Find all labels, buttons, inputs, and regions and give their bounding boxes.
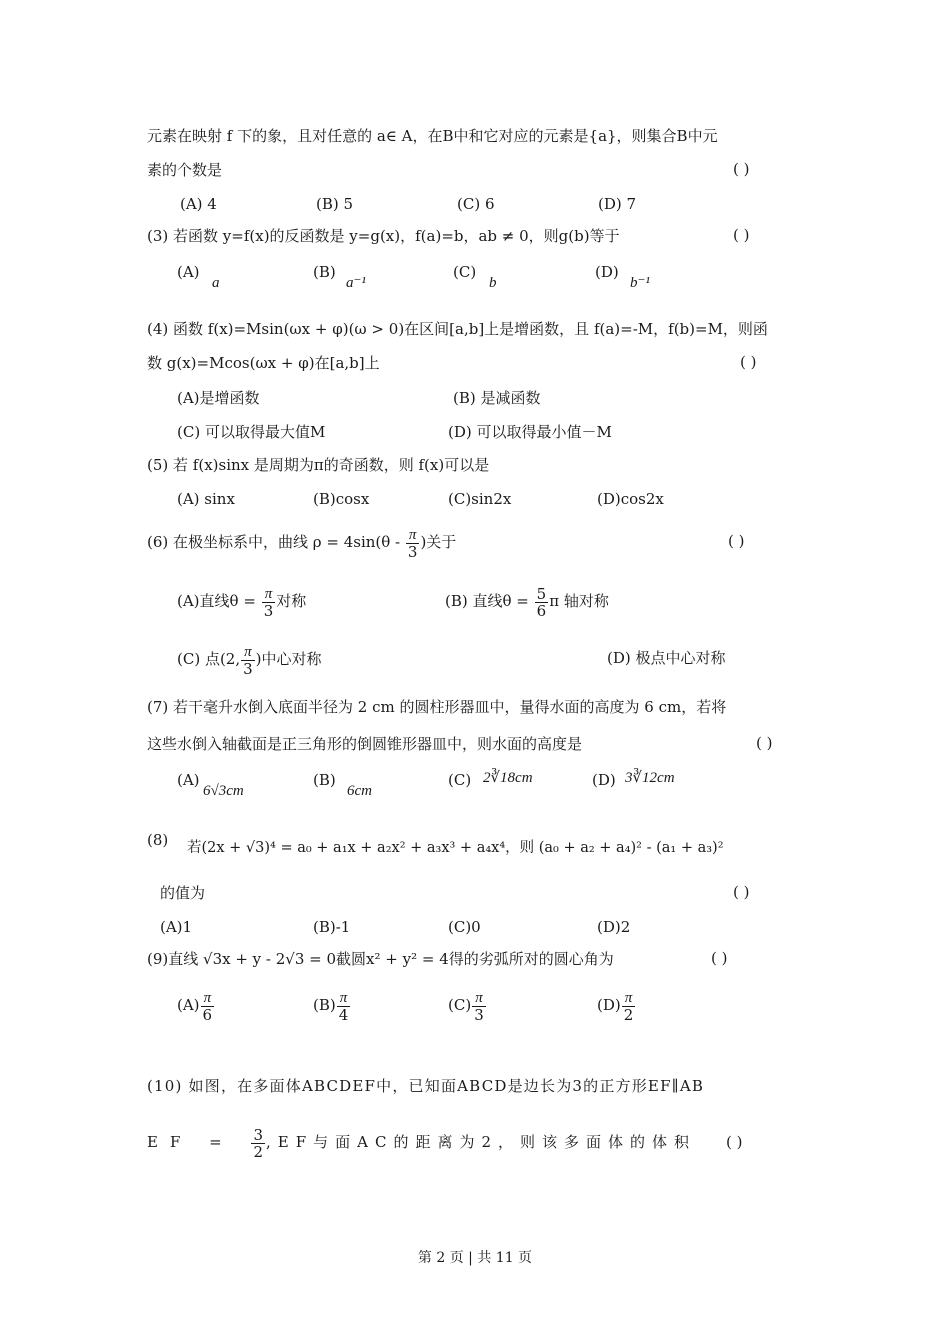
q9-option-a-label: (A) [177, 996, 200, 1014]
q6-option-c-den: 3 [243, 659, 253, 678]
q8-option-b: (B)-1 [313, 918, 351, 936]
q6-option-c-pre: (C) 点(2, [177, 650, 241, 668]
q6-option-c-post: )中心对称 [255, 650, 322, 668]
q7-option-c-label: (C) [448, 771, 472, 789]
q9-option-d-den: 2 [623, 1005, 634, 1024]
q7-option-d-label: (D) [592, 771, 616, 789]
q4-option-b: (B) 是减函数 [453, 389, 541, 407]
q6-option-a-den: 3 [263, 601, 274, 620]
q4-line2: 数 g(x)=Mcos(ωx + φ)在[a,b]上 [147, 354, 380, 372]
q10-line2-post: ,EF与面AC的距离为2，则该多面体的体积 [266, 1133, 696, 1151]
page-footer: 第 2 页 | 共 11 页 [417, 1250, 533, 1266]
q7-option-a-label: (A) [177, 771, 200, 789]
q6-option-a-num: π [262, 586, 276, 603]
q2-option-a: (A) 4 [180, 195, 217, 213]
q8-option-c: (C)0 [448, 918, 481, 936]
q8-stem: 若(2x + √3)⁴ = a₀ + a₁x + a₂x² + a₃x³ + a₄x⁴，则 (a₀ + a₂ + a₄)² - (a₁ + a₃)² [187, 840, 724, 856]
q9-option-c-fraction [472, 990, 486, 1023]
q8-option-a: (A)1 [160, 918, 193, 936]
q6-option-c [177, 641, 322, 677]
q2-answer-blank: ( ) [733, 160, 750, 178]
q6-option-b [445, 583, 609, 619]
q9-stem: (9)直线 √3x + y - 2√3 = 0截圆x² + y² = 4得的劣弧所对的圆心角为 [147, 950, 614, 968]
q5-option-a: (A) sinx [177, 490, 235, 508]
q9-option-d-num: π [622, 990, 636, 1007]
q6-option-b-den: 6 [536, 601, 547, 620]
q6-stem-pre: (6) 在极坐标系中，曲线 ρ = 4sin(θ - [147, 533, 405, 551]
q10-line2-den: 2 [253, 1142, 264, 1161]
q9-option-c-num: π [472, 990, 486, 1007]
q6-option-b-pre: (B) 直线θ = [445, 592, 534, 610]
q7-line2: 这些水倒入轴截面是正三角形的倒圆锥形器皿中，则水面的高度是 [147, 735, 583, 753]
q2-option-c: (C) 6 [457, 195, 495, 213]
q2-option-d: (D) 7 [598, 195, 637, 213]
q6-stem-fraction [406, 527, 420, 560]
q9-option-b-label: (B) [313, 996, 336, 1014]
q2-option-b: (B) 5 [316, 195, 354, 213]
q4-option-d: (D) 可以取得最小值－M [448, 423, 612, 441]
q3-option-d-label: (D) [595, 263, 619, 281]
q8-answer-blank: ( ) [733, 883, 750, 901]
q3-option-b-label: (B) [313, 263, 336, 281]
q6-stem [147, 524, 456, 560]
q9-option-b-den: 4 [338, 1005, 349, 1024]
q2-line1: 元素在映射 f 下的象，且对任意的 a∈ A，在B中和它对应的元素是{a}，则集合B中元 [147, 127, 718, 145]
q9-option-d [597, 987, 636, 1023]
q10-line2-num: 3 [253, 1125, 264, 1144]
q9-option-a-fraction [201, 990, 215, 1023]
q3-option-b-expr: a⁻¹ [346, 275, 366, 291]
q9-option-b-fraction [337, 990, 351, 1023]
q6-stem-post: )关于 [420, 533, 457, 551]
q9-answer-blank: ( ) [711, 949, 728, 967]
q6-option-c-fraction [241, 644, 255, 677]
q8-line2: 的值为 [160, 884, 206, 902]
q6-option-b-num: 5 [536, 584, 547, 603]
q9-option-d-fraction [622, 990, 636, 1023]
q9-option-c-label: (C) [448, 996, 472, 1014]
q3-option-a-expr: a [212, 275, 220, 291]
q3-option-d-expr: b⁻¹ [630, 275, 650, 291]
q5-option-b: (B)cosx [313, 490, 370, 508]
q6-option-b-fraction [535, 586, 549, 619]
q8-option-d: (D)2 [597, 918, 631, 936]
q6-option-a-pre: (A)直线θ = [177, 592, 261, 610]
q9-option-b-num: π [337, 990, 351, 1007]
q10-answer-blank: ( ) [726, 1133, 743, 1151]
q7-line1: (7) 若干毫升水倒入底面半径为 2 cm 的圆柱形器皿中，量得水面的高度为 6 cm，若将 [147, 698, 727, 716]
q3-stem: (3) 若函数 y=f(x)的反函数是 y=g(x)，f(a)=b，ab ≠ 0，则g(b)等于 [147, 227, 620, 245]
q3-option-c-label: (C) [453, 263, 477, 281]
q3-option-a-label: (A) [177, 263, 200, 281]
q6-option-b-post: π 轴对称 [549, 592, 609, 610]
q7-option-d-expr: 3∛12cm [625, 770, 675, 786]
q6-option-c-num: π [241, 644, 255, 661]
q9-option-b [313, 987, 351, 1023]
q4-answer-blank: ( ) [740, 353, 757, 371]
q5-stem: (5) 若 f(x)sinx 是周期为π的奇函数，则 f(x)可以是 [147, 456, 490, 474]
q6-option-a-post: 对称 [276, 592, 307, 610]
q3-answer-blank: ( ) [733, 226, 750, 244]
q5-option-c: (C)sin2x [448, 490, 512, 508]
q3-option-c-expr: b [489, 275, 497, 291]
q9-option-d-label: (D) [597, 996, 621, 1014]
q5-option-d: (D)cos2x [597, 490, 664, 508]
q6-stem-den: 3 [407, 542, 418, 561]
q6-option-a-fraction [262, 586, 276, 619]
q8-label: (8) [147, 831, 169, 849]
q2-line2: 素的个数是 [147, 161, 223, 179]
q9-option-c [448, 987, 487, 1023]
q9-option-a-den: 6 [202, 1005, 213, 1024]
q10-line2-fraction [251, 1127, 265, 1160]
q9-option-a-num: π [201, 990, 215, 1007]
q4-option-a: (A)是增函数 [177, 389, 260, 407]
q7-answer-blank: ( ) [756, 734, 773, 752]
q7-option-b-label: (B) [313, 771, 336, 789]
q9-option-a [177, 987, 215, 1023]
q4-option-c: (C) 可以取得最大值M [177, 423, 326, 441]
q9-option-c-den: 3 [474, 1005, 484, 1024]
q6-option-a [177, 583, 306, 619]
q6-answer-blank: ( ) [728, 532, 745, 550]
q10-line2-pre: EF = [147, 1133, 251, 1151]
q6-option-d: (D) 极点中心对称 [607, 649, 726, 667]
q4-line1: (4) 函数 f(x)=Msin(ωx + φ)(ω > 0)在区间[a,b]上是增函数，且 f(a)=-M，f(b)=M，则函 [147, 320, 768, 338]
q6-stem-num: π [406, 527, 420, 544]
q7-option-c-expr: 2∛18cm [483, 770, 533, 786]
q7-option-b-expr: 6cm [347, 783, 372, 799]
q10-line2 [147, 1124, 696, 1160]
q10-line1: (10) 如图，在多面体ABCDEF中，已知面ABCD是边长为3的正方形EF∥AB [147, 1077, 705, 1095]
q7-option-a-expr: 6√3cm [203, 783, 244, 799]
